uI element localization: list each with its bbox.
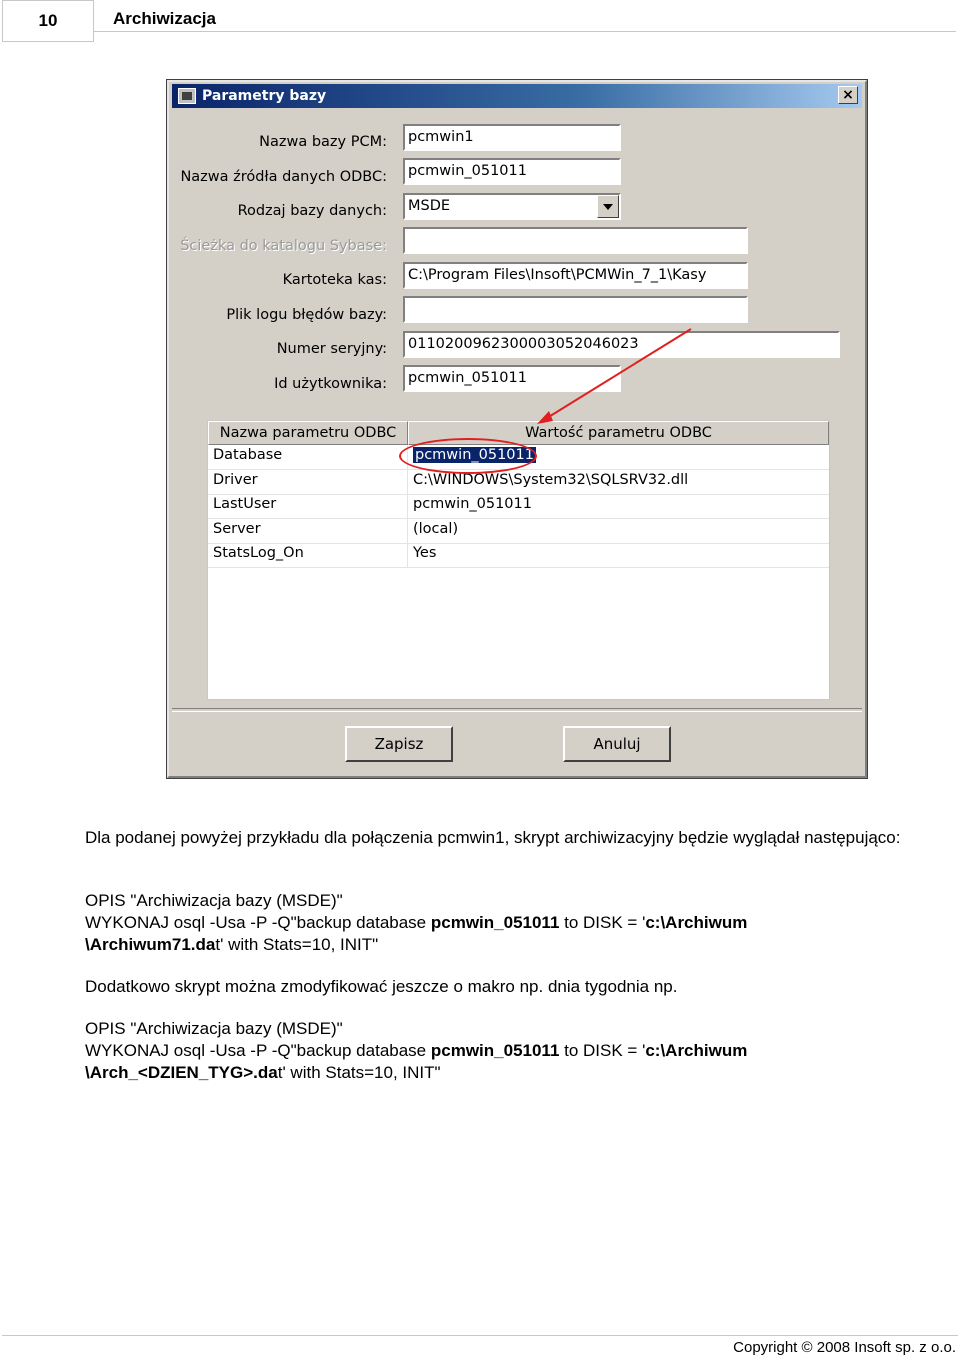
label-nazwa-zrodla-odbc: Nazwa źródła danych ODBC: [180,169,387,185]
script-line: OPIS "Archiwizacja bazy (MSDE)" [85,891,343,910]
modification-paragraph: Dodatkowo skrypt można zmodyfikować jeszcze o makro np. dnia tygodnia np. [85,977,678,996]
copyright: Copyright © 2008 Insoft sp. z o.o. [733,1339,956,1356]
script-line: WYKONAJ osql -Usa -P -Q"backup database pcmwin_051011 to DISK = 'c:\Archiwum [85,1041,748,1060]
footer-rule [2,1335,958,1336]
param-name: Driver [208,470,408,494]
param-value: pcmwin_051011 [413,496,532,512]
label-plik-logu: Plik logu błędów bazy: [226,307,387,323]
annotation-arrow [169,82,869,780]
param-value-selected[interactable]: pcmwin_051011 [415,447,534,463]
script-example-2 [85,1018,905,1084]
close-button[interactable]: × [838,86,858,104]
header-rule [94,31,956,32]
kartoteka-kas-input[interactable]: C:\Program Files\Insoft\PCMWin_7_1\Kasy [403,262,748,289]
label-sciezka-sybase: Ścieżka do katalogu Sybase: [180,238,387,254]
label-nazwa-bazy-pcm: Nazwa bazy PCM: [259,134,387,150]
page-number: 10 [2,0,94,42]
label-kartoteka-kas: Kartoteka kas: [282,272,387,288]
numer-seryjny-input[interactable]: 0110200962300003052046023 [403,331,840,358]
param-value: (local) [413,521,459,537]
parametry-bazy-dialog [167,80,867,778]
column-header-value[interactable]: Wartość parametru ODBC [408,421,829,445]
script-example-1 [85,890,905,956]
id-uzytkownika-input[interactable]: pcmwin_051011 [403,365,621,392]
script-line: \Arch_<DZIEN_TYG>.dat' with Stats=10, INIT" [85,1063,441,1082]
label-rodzaj-bazy: Rodzaj bazy danych: [237,203,387,219]
nazwa-zrodla-odbc-input[interactable]: pcmwin_051011 [403,158,621,185]
param-name: LastUser [208,494,408,518]
rodzaj-bazy-value: MSDE [408,198,451,214]
param-name: Database [208,445,408,469]
column-header-name[interactable]: Nazwa parametru ODBC [208,421,408,445]
save-button[interactable]: Zapisz [345,726,453,762]
chapter-title: Archiwizacja [113,9,216,28]
cancel-button[interactable]: Anuluj [563,726,671,762]
param-value: C:\WINDOWS\System32\SQLSRV32.dll [413,472,689,488]
param-name: Server [208,519,408,543]
script-line: WYKONAJ osql -Usa -P -Q"backup database pcmwin_051011 to DISK = 'c:\Archiwum [85,913,748,932]
nazwa-bazy-pcm-input[interactable]: pcmwin1 [403,124,621,151]
dialog-title: Parametry bazy [202,88,327,104]
label-id-uzytkownika: Id użytkownika: [274,376,387,392]
param-name: StatsLog_On [208,543,408,567]
label-numer-seryjny: Numer seryjny: [276,341,387,357]
param-value: Yes [413,545,437,561]
script-line: \Archiwum71.dat' with Stats=10, INIT" [85,935,379,954]
intro-paragraph: Dla podanej powyżej przykładu dla połączenia pcmwin1, skrypt archiwizacyjny będzie wyglądał następująco: [85,828,901,847]
dialog-separator [172,708,862,712]
script-line: OPIS "Archiwizacja bazy (MSDE)" [85,1019,343,1038]
